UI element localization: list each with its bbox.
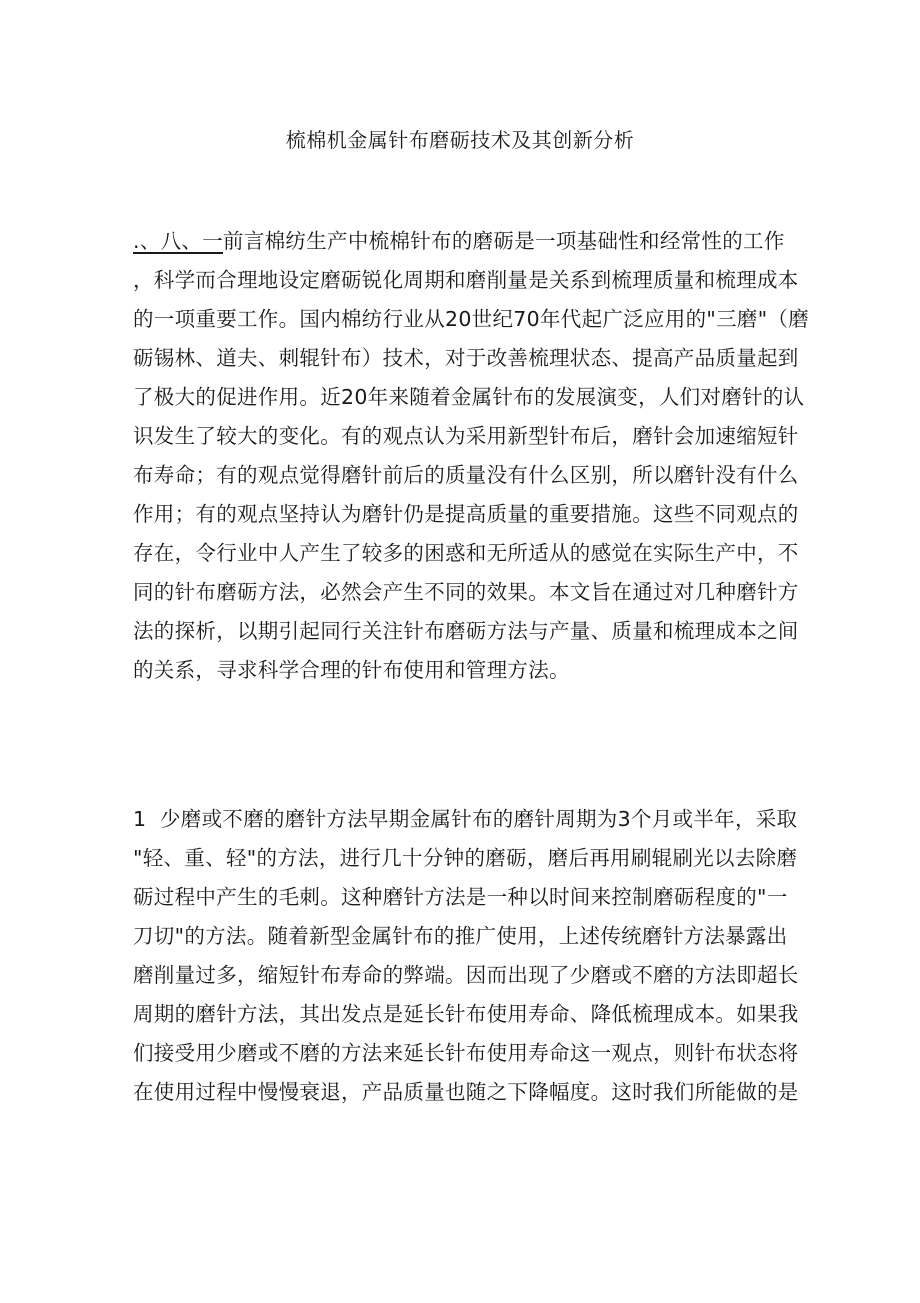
text-line: 的一项重要工作。国内棉纺行业从20世纪70年代起广泛应用的"三磨"（磨 (133, 307, 810, 331)
text-line: 了极大的促进作用。近20年来随着金属针布的发展演变，人们对磨针的认 (133, 385, 805, 409)
text-line: 磨削量过多，缩短针布寿命的弊端。因而出现了少磨或不磨的方法即超长 (133, 963, 799, 987)
text-line: 在使用过程中慢慢衰退，产品质量也随之下降幅度。这时我们所能做的是 (133, 1080, 799, 1104)
text-line: 们接受用少磨或不磨的方法来延长针布使用寿命这一观点，则针布状态将 (133, 1041, 799, 1065)
text-line: 的关系，寻求科学合理的针布使用和管理方法。 (133, 658, 570, 682)
text-line: 布寿命；有的观点觉得磨针前后的质量没有什么区别，所以磨针没有什么 (133, 463, 799, 487)
document-title: 梳棉机金属针布磨砺技术及其创新分析 (285, 128, 635, 152)
text-line: ，科学而合理地设定磨砺锐化周期和磨削量是关系到梳理质量和梳理成本 (133, 268, 799, 292)
text-line: .、八、一前言棉纺生产中梳棉针布的磨砺是一项基础性和经常性的工作 (133, 229, 785, 253)
text-line: 砺锡林、道夫、刺辊针布）技术，对于改善梳理状态、提高产品质量起到 (133, 346, 799, 370)
text-line: 砺过程中产生的毛刺。这种磨针方法是一种以时间来控制磨砺程度的"一 (133, 885, 788, 909)
text-line: 识发生了较大的变化。有的观点认为采用新型针布后，磨针会加速缩短针 (133, 424, 799, 448)
text-line: 作用；有的观点坚持认为磨针仍是提高质量的重要措施。这些不同观点的 (133, 502, 799, 526)
text-line: 1 少磨或不磨的磨针方法早期金属针布的磨针周期为3个月或半年，采取 (133, 800, 793, 839)
section-1-paragraph (133, 800, 799, 1112)
text-line: 周期的磨针方法，其出发点是延长针布使用寿命、降低梳理成本。如果我 (133, 1002, 799, 1026)
intro-paragraph (133, 222, 810, 690)
text-line: 刀切"的方法。随着新型金属针布的推广使用，上述传统磨针方法暴露出 (133, 924, 788, 948)
text-line: 同的针布磨砺方法，必然会产生不同的效果。本文旨在通过对几种磨针方 (133, 580, 799, 604)
text-line: "轻、重、轻"的方法，进行几十分钟的磨砺，磨后再用刷辊刷光以去除磨 (133, 846, 798, 870)
section-number: 1 (133, 807, 147, 831)
text-line: 法的探析，以期引起同行关注针布磨砺方法与产量、质量和梳理成本之间 (133, 619, 799, 643)
heading-marker: .、八、一 (133, 229, 224, 253)
text-line: 存在，令行业中人产生了较多的困惑和无所适从的感觉在实际生产中，不 (133, 541, 799, 565)
